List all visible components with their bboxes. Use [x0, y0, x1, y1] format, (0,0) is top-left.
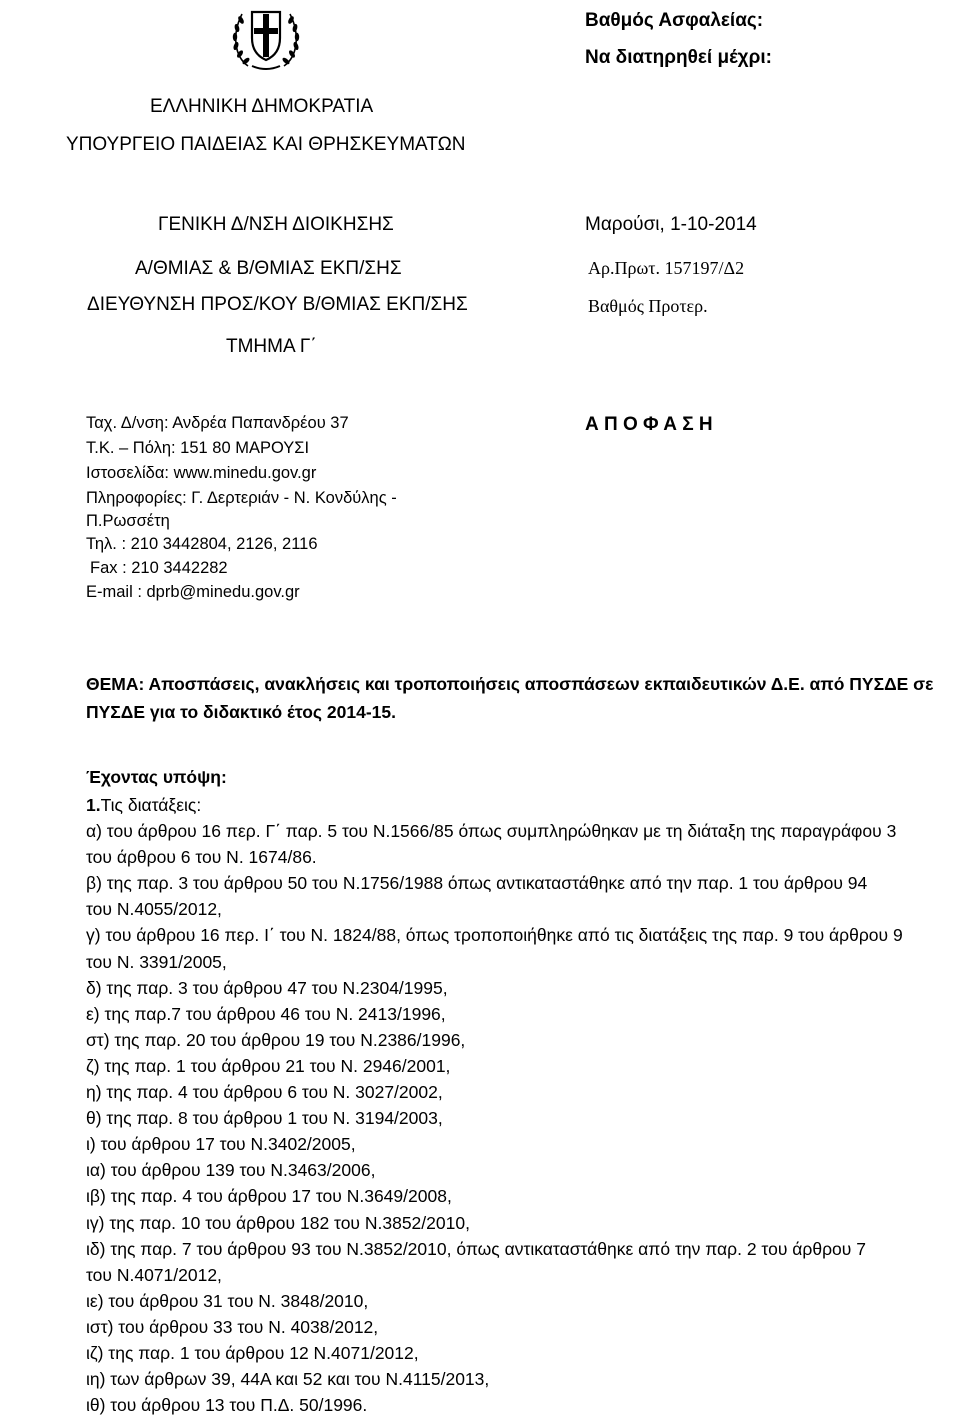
greek-emblem-icon: [228, 4, 304, 72]
provisions-item-label: Τις διατάξεις:: [100, 795, 202, 815]
security-level-label: Βαθμός Ασφαλείας:: [585, 10, 764, 31]
contact-phone: Τηλ. : 210 3442804, 2126, 2116: [86, 535, 318, 553]
provision-line: στ) της παρ. 20 του άρθρου 19 του Ν.2386/1996,: [86, 1029, 466, 1050]
provision-line: του Ν.4055/2012,: [86, 899, 222, 920]
provision-line: ιστ) του άρθρου 33 του Ν. 4038/2012,: [86, 1316, 379, 1337]
ministry-name: ΥΠΟΥΡΓΕΙΟ ΠΑΙΔΕΙΑΣ ΚΑΙ ΘΡΗΣΚΕΥΜΑΤΩΝ: [66, 134, 466, 155]
provision-line: ιθ) του άρθρου 13 του Π.Δ. 50/1996.: [86, 1395, 368, 1416]
protocol-number: Αρ.Πρωτ. 157197/Δ2: [588, 258, 745, 278]
provision-line: ε) της παρ.7 του άρθρου 46 του Ν. 2413/1996,: [86, 1003, 446, 1024]
provision-line: ια) του άρθρου 139 του Ν.3463/2006,: [86, 1160, 376, 1181]
general-directorate: ΓΕΝΙΚΗ Δ/ΝΣΗ ΔΙΟΙΚΗΣΗΣ: [158, 214, 394, 235]
education-levels: Α/ΘΜΙΑΣ & Β/ΘΜΙΑΣ ΕΚΠ/ΣΗΣ: [135, 258, 402, 279]
provision-line: ιβ) της παρ. 4 του άρθρου 17 του Ν.3649/2008,: [86, 1186, 452, 1207]
place-date: Μαρούσι, 1-10-2014: [585, 214, 757, 235]
provision-line: η) της παρ. 4 του άρθρου 6 του Ν. 3027/2002,: [86, 1082, 443, 1102]
directorate-name: ΔΙΕΥΘΥΝΣΗ ΠΡΟΣ/ΚΟΥ Β/ΘΜΙΑΣ ΕΚΠ/ΣΗΣ: [87, 294, 468, 315]
priority-level: Βαθμός Προτερ.: [588, 296, 708, 316]
provision-line: ι) του άρθρου 17 του Ν.3402/2005,: [86, 1134, 356, 1155]
provision-line: ιδ) της παρ. 7 του άρθρου 93 του Ν.3852/2010, όπως αντικαταστάθηκε από την παρ. 2 του άρθρου 7: [86, 1238, 866, 1259]
provision-line: ζ) της παρ. 1 του άρθρου 21 του Ν. 2946/2001,: [86, 1055, 451, 1076]
keep-until-label: Να διατηρηθεί μέχρι:: [585, 47, 772, 68]
subject-line-1: ΘΕΜΑ: Αποσπάσεις, ανακλήσεις και τροποποιήσεις αποσπάσεων εκπαιδευτικών Δ.Ε. από ΠΥΣΔΕ σε: [86, 674, 934, 694]
provision-line: θ) της παρ. 8 του άρθρου 1 του Ν. 3194/2003,: [86, 1108, 443, 1129]
republic-name: ΕΛΛΗΝΙΚΗ ΔΗΜΟΚΡΑΤΙΑ: [150, 96, 374, 117]
provision-line: ιε) του άρθρου 31 του Ν. 3848/2010,: [86, 1290, 369, 1311]
contact-postcode: Τ.Κ. – Πόλη: 151 80 ΜΑΡΟΥΣΙ: [86, 439, 310, 457]
subject-line-2: ΠΥΣΔΕ για το διδακτικό έτος 2014-15.: [86, 702, 396, 722]
contact-website: Ιστοσελίδα: www.minedu.gov.gr: [86, 464, 317, 482]
provision-line: του Ν.4071/2012,: [86, 1264, 222, 1285]
contact-info-continued: Π.Ρωσσέτη: [86, 512, 170, 530]
provision-line: δ) της παρ. 3 του άρθρου 47 του Ν.2304/1995,: [86, 977, 448, 998]
provision-line: του Ν. 3391/2005,: [86, 951, 227, 972]
contact-address: Ταχ. Δ/νση: Ανδρέα Παπανδρέου 37: [86, 414, 349, 432]
provisions-item-1: [86, 795, 201, 816]
department-name: ΤΜΗΜΑ Γ΄: [226, 336, 317, 357]
considering-heading: Έχοντας υπόψη:: [86, 767, 227, 787]
contact-fax: Fax : 210 3442282: [90, 559, 228, 577]
provision-line: ιη) των άρθρων 39, 44Α και 52 και του Ν.4115/2013,: [86, 1369, 490, 1390]
provision-line: ιγ) της παρ. 10 του άρθρου 182 του Ν.3852/2010,: [86, 1212, 470, 1233]
provision-line: γ) του άρθρου 16 περ. Ι΄ του Ν. 1824/88, όπως τροποποιήθηκε από τις διατάξεις της παρ. 9 του άρθρου 9: [86, 925, 903, 946]
provision-line: β) της παρ. 3 του άρθρου 50 του Ν.1756/1988 όπως αντικαταστάθηκε από την παρ. 1 του άρθρου 94: [86, 873, 868, 894]
contact-email: E-mail : dprb@minedu.gov.gr: [86, 583, 300, 601]
decision-title: Α Π Ο Φ Α Σ Η: [585, 414, 713, 435]
contact-info: Πληροφορίες: Γ. Δερτεριάν - Ν. Κονδύλης -: [86, 489, 397, 507]
provisions-item-number: 1.: [86, 795, 101, 815]
provision-line: α) του άρθρου 16 περ. Γ΄ παρ. 5 του Ν.1566/85 όπως συμπληρώθηκαν με τη διάταξη της παραγράφου 3: [86, 821, 897, 841]
provision-line: του άρθρου 6 του Ν. 1674/86.: [86, 847, 317, 868]
provision-line: ιζ) της παρ. 1 του άρθρου 12 Ν.4071/2012,: [86, 1343, 419, 1363]
